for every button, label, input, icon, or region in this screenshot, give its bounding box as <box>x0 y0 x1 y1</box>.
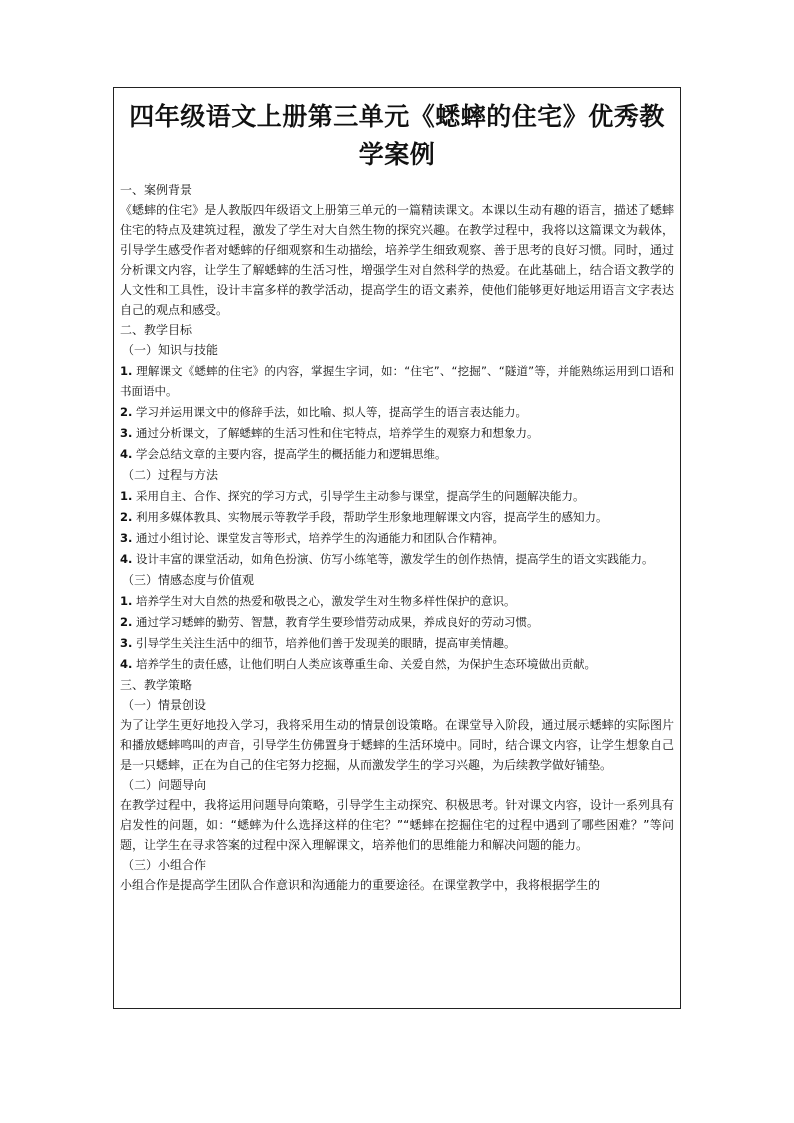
item-number: 4. <box>120 552 133 566</box>
item-number: 3. <box>120 426 133 440</box>
item-text: 学习并运用课文中的修辞手法，如比喻、拟人等，提高学生的语言表达能力。 <box>132 405 528 419</box>
list-item <box>120 444 674 464</box>
subheading-situation: （一）情景创设 <box>122 698 207 712</box>
list-item <box>120 361 674 401</box>
item-text: 采用自主、合作、探究的学习方式，引导学生主动参与课堂，提高学生的问题解决能力。 <box>132 489 585 503</box>
document-frame <box>113 87 681 1009</box>
list-item <box>120 423 674 443</box>
item-text: 培养学生对大自然的热爱和敬畏之心，激发学生对生物多样性保护的意识。 <box>132 594 516 608</box>
item-text: 学会总结文章的主要内容，提高学生的概括能力和逻辑思维。 <box>132 447 447 461</box>
item-number: 2. <box>120 405 133 419</box>
list-item <box>120 507 674 527</box>
item-text: 引导学生关注生活中的细节，培养他们善于发现美的眼睛，提高审美情趣。 <box>132 636 516 650</box>
subheading-emotion: （三）情感态度与价值观 <box>122 573 255 587</box>
item-number: 1. <box>120 594 133 608</box>
item-number: 2. <box>120 510 133 524</box>
item-number: 1. <box>120 489 133 503</box>
item-number: 3. <box>120 531 133 545</box>
question-paragraph: 在教学过程中，我将运用问题导向策略，引导学生主动探究、积极思考。针对课文内容，设计一系列具有启发性的问题，如：“蟋蟀为什么选择这样的住宅？”“蟋蟀在挖掘住宅的过程中遇到了哪些困难？”等问题，让学生在寻求答案的过程中深入理解课文，培养他们的思维能力和解决问题的能力。 <box>120 798 674 852</box>
item-text: 通过小组讨论、课堂发言等形式，培养学生的沟通能力和团队合作精神。 <box>132 531 505 545</box>
list-item <box>120 654 674 674</box>
item-text: 通过分析课文，了解蟋蟀的生活习性和住宅特点，培养学生的观察力和想象力。 <box>132 426 539 440</box>
item-number: 4. <box>120 657 133 671</box>
list-item <box>120 633 674 653</box>
item-number: 1. <box>120 364 133 378</box>
item-number: 2. <box>120 615 133 629</box>
list-item <box>120 402 674 422</box>
subheading-group: （三）小组合作 <box>122 858 207 872</box>
item-text: 理解课文《蟋蟀的住宅》的内容，掌握生字词，如：“住宅”、“挖掘”、“隧道”等，并能熟练运用到口语和书面语中。 <box>120 364 674 398</box>
background-paragraph: 《蟋蟀的住宅》是人教版四年级语文上册第三单元的一篇精读课文。本课以生动有趣的语言，描述了蟋蟀住宅的特点及建筑过程，激发了学生对大自然生物的探究兴趣。在教学过程中，我将以这篇课文为载体，引导学生感受作者对蟋蟀的仔细观察和生动描绘，培养学生细致观察、善于思考的良好习惯。同时，通过分析课文内容，让学生了解蟋蟀的生活习性，增强学生对自然科学的热爱。在此基础上，结合语文教学的人文性和工具性，设计丰富多样的教学活动，提高学生的语文素养，使他们能够更好地运用语言文字表达自己的观点和感受。 <box>120 203 674 317</box>
subheading-question: （二）问题导向 <box>122 778 207 792</box>
document-title: 四年级语文上册第三单元《蟋蟀的住宅》优秀教学案例 <box>129 102 665 169</box>
item-text: 设计丰富的课堂活动，如角色扮演、仿写小练笔等，激发学生的创作热情，提高学生的语文实践能力。 <box>132 552 654 566</box>
list-item <box>120 486 674 506</box>
item-text: 培养学生的责任感，让他们明白人类应该尊重生命、关爱自然，为保护生态环境做出贡献。 <box>132 657 597 671</box>
section-heading-objectives: 二、教学目标 <box>120 323 193 337</box>
document-content <box>114 88 680 895</box>
subheading-process: （二）过程与方法 <box>122 468 219 482</box>
item-text: 通过学习蟋蟀的勤劳、智慧，教育学生要珍惜劳动成果，养成良好的劳动习惯。 <box>132 615 539 629</box>
list-item <box>120 591 674 611</box>
section-heading-strategy: 三、教学策略 <box>120 678 193 692</box>
list-item <box>120 612 674 632</box>
item-text: 利用多媒体教具、实物展示等教学手段，帮助学生形象地理解课文内容，提高学生的感知力。 <box>132 510 608 524</box>
section-heading-background: 一、案例背景 <box>120 183 193 197</box>
situation-paragraph: 为了让学生更好地投入学习，我将采用生动的情景创设策略。在课堂导入阶段，通过展示蟋蟀的实际图片和播放蟋蟀鸣叫的声音，引导学生仿佛置身于蟋蟀的生活环境中。同时，结合课文内容，让学生想象自己是一只蟋蟀，正在为自己的住宅努力挖掘，从而激发学生的学习兴趣，为后续教学做好铺垫。 <box>120 718 674 772</box>
list-item <box>120 528 674 548</box>
group-paragraph: 小组合作是提高学生团队合作意识和沟通能力的重要途径。在课堂教学中，我将根据学生的 <box>120 878 601 892</box>
subheading-knowledge: （一）知识与技能 <box>122 343 219 357</box>
list-item <box>120 549 674 569</box>
item-number: 4. <box>120 447 133 461</box>
item-number: 3. <box>120 636 133 650</box>
